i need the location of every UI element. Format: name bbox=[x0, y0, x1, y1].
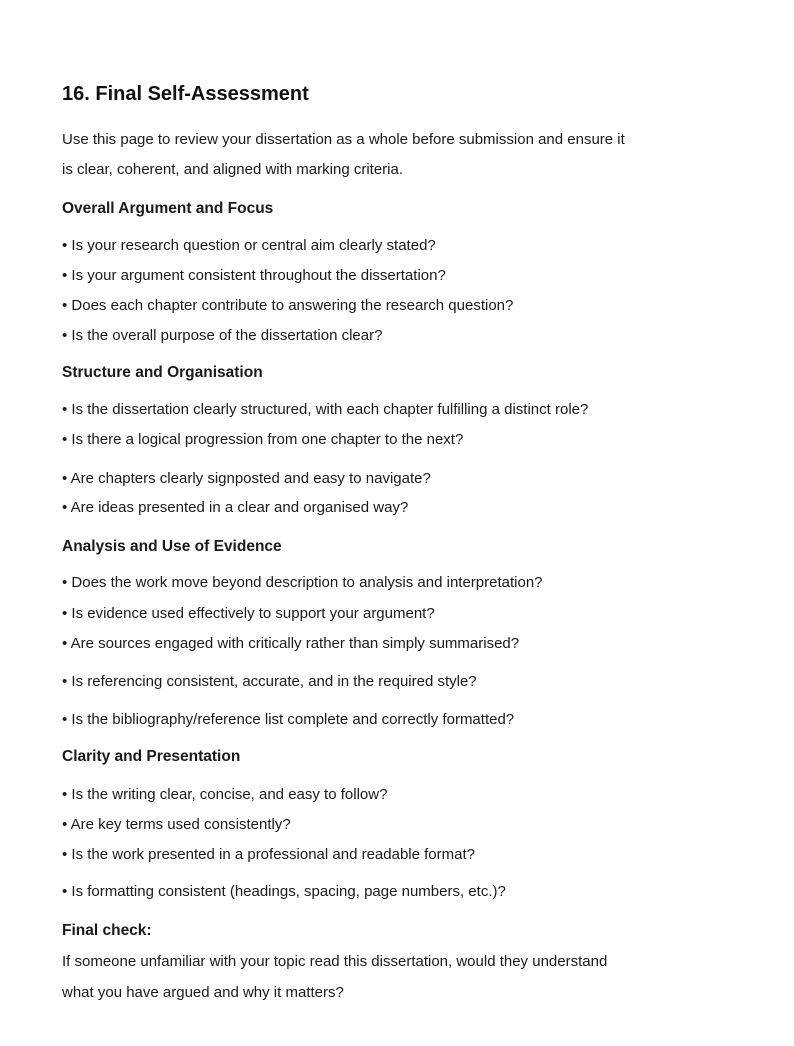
list-item: • Are chapters clearly signposted and easy to navigate? bbox=[62, 470, 431, 487]
list-item: • Is the overall purpose of the dissertation clear? bbox=[62, 327, 383, 344]
list-item: • Is your argument consistent throughout the dissertation? bbox=[62, 267, 446, 284]
intro-line-2: is clear, coherent, and aligned with marking criteria. bbox=[62, 161, 404, 178]
list-item: • Is evidence used effectively to support your argument? bbox=[62, 605, 435, 622]
list-item: • Is your research question or central aim clearly stated? bbox=[62, 237, 436, 254]
page-title: 16. Final Self-Assessment bbox=[62, 83, 309, 105]
list-item: • Is the work presented in a professional and readable format? bbox=[62, 846, 475, 863]
final-check-heading: Final check: bbox=[62, 922, 152, 939]
list-item: • Are key terms used consistently? bbox=[62, 816, 291, 833]
list-item: • Does each chapter contribute to answering the research question? bbox=[62, 297, 514, 314]
list-item: • Is the dissertation clearly structured, with each chapter fulfilling a distinct role? bbox=[62, 401, 589, 418]
section-heading-overall-argument: Overall Argument and Focus bbox=[62, 200, 274, 217]
section-heading-structure: Structure and Organisation bbox=[62, 364, 263, 381]
intro-line-1: Use this page to review your dissertation as a whole before submission and ensure it bbox=[62, 131, 625, 148]
final-check-line-1: If someone unfamiliar with your topic read this dissertation, would they understand bbox=[62, 953, 608, 970]
list-item: • Is formatting consistent (headings, spacing, page numbers, etc.)? bbox=[62, 883, 506, 900]
list-item: • Are sources engaged with critically rather than simply summarised? bbox=[62, 635, 520, 652]
list-item: • Is there a logical progression from one chapter to the next? bbox=[62, 431, 464, 448]
final-check-line-2: what you have argued and why it matters? bbox=[62, 984, 344, 1001]
list-item: • Are ideas presented in a clear and organised way? bbox=[62, 499, 409, 516]
list-item: • Is the bibliography/reference list complete and correctly formatted? bbox=[62, 711, 515, 728]
list-item: • Does the work move beyond description to analysis and interpretation? bbox=[62, 574, 543, 591]
list-item: • Is the writing clear, concise, and easy to follow? bbox=[62, 786, 388, 803]
section-heading-analysis: Analysis and Use of Evidence bbox=[62, 538, 282, 555]
section-heading-clarity: Clarity and Presentation bbox=[62, 748, 241, 765]
list-item: • Is referencing consistent, accurate, and in the required style? bbox=[62, 673, 477, 690]
